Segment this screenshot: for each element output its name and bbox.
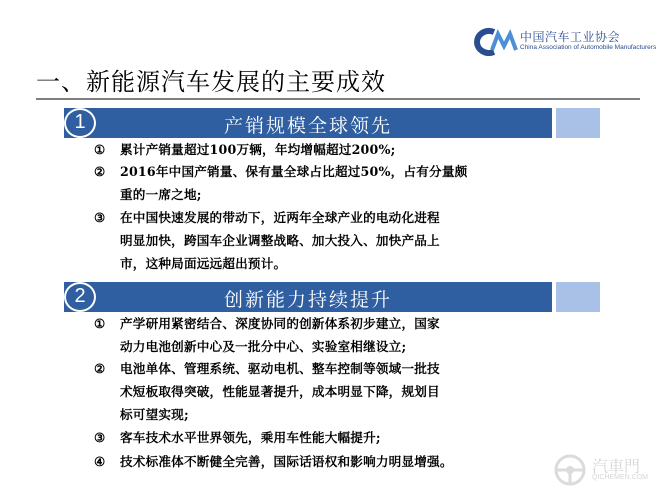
section-2-heading: 创新能力持续提升 — [223, 289, 392, 311]
s2-item-1-line-2: 动力电池创新中心及一批分中心、实验室相继设立; — [120, 339, 407, 354]
s1-item-2-line-2: 重的一席之地; — [120, 187, 202, 202]
s2-item-2-num: ② — [94, 361, 106, 376]
s2-item-1-line-1: 产学研用紧密结合、深度协同的创新体系初步建立，国家 — [120, 316, 440, 331]
site-watermark — [552, 452, 652, 488]
s1-item-3-line-2: 明显加快，跨国车企业调整战略、加大投入、加快产品上 — [120, 233, 440, 248]
s2-item-3-line-1: 客车技术水平世界领先，乘用车性能大幅提升; — [120, 430, 381, 445]
s1-item-1 — [94, 138, 396, 161]
section-2-number-badge — [64, 282, 96, 312]
s2-item-1 — [94, 312, 440, 358]
s2-item-4 — [94, 450, 453, 473]
section-2-number: 2 — [74, 285, 86, 307]
s2-item-4-line-1: 技术标准体不断健全完善，国际话语权和影响力明显增强。 — [120, 454, 453, 469]
s2-item-2-line-2: 术短板取得突破，性能显著提升，成本明显下降，规划目 — [120, 384, 440, 399]
s2-item-2-line-3: 标可望实现; — [120, 407, 189, 422]
s1-item-3-line-1: 在中国快速发展的带动下，近两年全球产业的电动化进程 — [120, 210, 440, 225]
caam-logo-icon — [474, 26, 518, 56]
steering-wheel-icon — [552, 452, 588, 488]
s2-item-2 — [94, 357, 440, 426]
section-2-side-box — [556, 282, 600, 312]
watermark-text: 汽車門 — [592, 457, 641, 476]
s1-item-2-num: ② — [94, 164, 106, 179]
s1-item-2-line-1: 2016年中国产销量、保有量全球占比超过50%，占有分量颇 — [120, 164, 468, 179]
s2-item-4-num: ④ — [94, 454, 106, 469]
page-title: 一、新能源汽车发展的主要成效 — [36, 68, 386, 96]
section-1-heading: 产销规模全球领先 — [223, 115, 392, 137]
logo-name-cn: 中国汽车工业协会 — [520, 30, 621, 44]
section-1-side-box — [556, 108, 600, 138]
s1-item-2 — [94, 160, 467, 206]
s1-item-3-num: ③ — [94, 210, 106, 225]
logo-name-en: China Association of Automobile Manufacturers — [520, 44, 657, 51]
watermark-sub: QICHEMEN.COM — [592, 474, 648, 481]
s2-item-3 — [94, 426, 381, 449]
s1-item-1-num: ① — [94, 142, 106, 157]
s1-item-1-line-1: 累计产销量超过100万辆，年均增幅超过200%; — [120, 142, 396, 157]
s2-item-3-num: ③ — [94, 430, 106, 445]
caam-logo — [474, 26, 657, 56]
s2-item-2-line-1: 电池单体、管理系统、驱动电机、整车控制等领域一批技 — [120, 361, 440, 376]
section-1-number: 1 — [74, 111, 86, 133]
section-2-banner — [64, 282, 552, 312]
section-1-banner — [64, 108, 552, 138]
title-divider — [36, 98, 640, 100]
s2-item-1-num: ① — [94, 316, 106, 331]
section-1-number-badge — [64, 108, 96, 138]
s1-item-3 — [94, 206, 440, 275]
s1-item-3-line-3: 市，这种局面远远超出预计。 — [120, 256, 287, 271]
